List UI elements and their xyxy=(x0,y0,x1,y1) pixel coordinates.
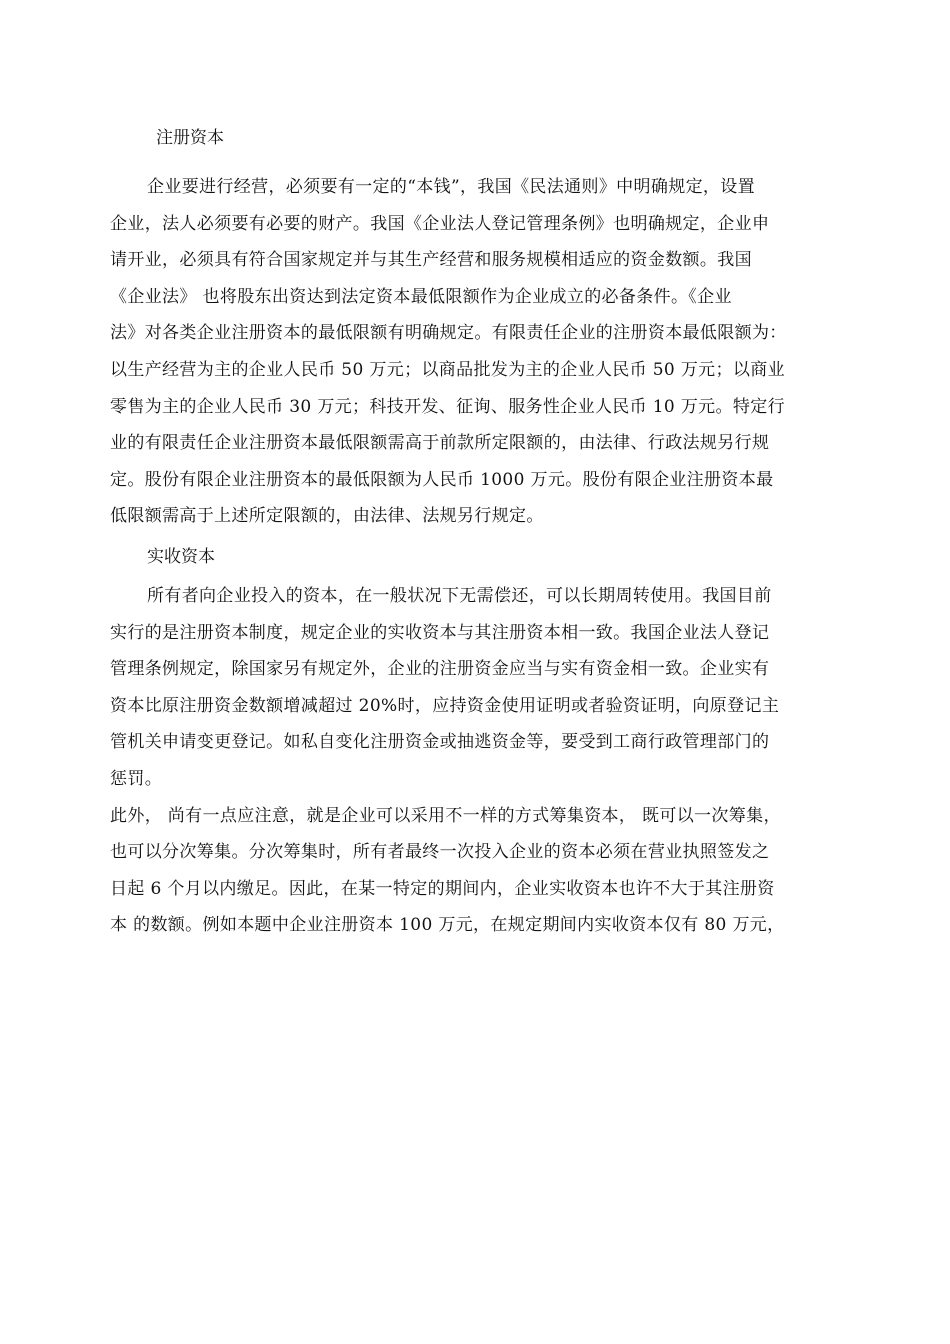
text-line: 此外， 尚有一点应注意，就是企业可以采用不一样的方式筹集资本， 既可以一次筹集， xyxy=(110,805,781,826)
text-line: 日起 6 个月以内缴足。因此，在某一特定的期间内，企业实收资本也许不大于其注册资 xyxy=(110,878,775,899)
heading-registered-capital: 注册资本 xyxy=(156,128,224,148)
text-line: 定。股份有限企业注册资本的最低限额为人民币 1000 万元。股份有限企业注册资本最 xyxy=(110,469,774,490)
text-line: 惩罚。 xyxy=(110,768,163,789)
text-line: 也可以分次筹集。分次筹集时，所有者最终一次投入企业的资本必须在营业执照签发之 xyxy=(110,842,770,863)
text-line: 管机关申请变更登记。如私自变化注册资金或抽逃资金等，要受到工商行政管理部门的 xyxy=(110,732,770,753)
text-line: 请开业，必须具有符合国家规定并与其生产经营和服务规模相适应的资金数额。我国 xyxy=(110,250,752,271)
text-line: 本 的数额。例如本题中企业注册资本 100 万元，在规定期间内实收资本仅有 80 万元， xyxy=(110,915,785,936)
text-line: 企业要进行经营，必须要有一定的“本钱”，我国《民法通则》中明确规定，设置 xyxy=(147,177,755,197)
text-line: 以生产经营为主的企业人民币 50 万元；以商品批发为主的企业人民币 50 万元；以商业 xyxy=(110,359,785,380)
text-line: 资本比原注册资金数额增减超过 20%时，应持资金使用证明或者验资证明，向原登记主 xyxy=(110,695,780,716)
text-line: 企业，法人必须要有必要的财产。我国《企业法人登记管理条例》也明确规定，企业申 xyxy=(110,213,770,234)
heading-paid-in-capital: 实收资本 xyxy=(147,546,215,567)
paragraph-paid-in-capital xyxy=(110,578,850,798)
text-line: 所有者向企业投入的资本，在一般状况下无需偿还，可以长期周转使用。我国目前 xyxy=(147,585,772,606)
text-line: 法》对各类企业注册资本的最低限额有明确规定。有限责任企业的注册资本最低限额为： xyxy=(110,323,787,344)
text-line: 业的有限责任企业注册资本最低限额需高于前款所定限额的，由法律、行政法规另行规 xyxy=(110,433,770,454)
paragraph-registered-capital xyxy=(110,169,850,535)
text-line: 低限额需高于上述所定限额的，由法律、法规另行规定。 xyxy=(110,506,544,527)
text-line: 管理条例规定，除国家另有规定外，企业的注册资金应当与实有资金相一致。企业实有 xyxy=(110,659,770,680)
text-line: 《企业法》 也将股东出资达到法定资本最低限额作为企业成立的必备条件。《企业 xyxy=(110,286,732,307)
text-line: 实行的是注册资本制度，规定企业的实收资本与其注册资本相一致。我国企业法人登记 xyxy=(110,622,770,643)
document-page xyxy=(110,122,850,944)
text-line: 零售为主的企业人民币 30 万元；科技开发、征询、服务性企业人民币 10 万元。特定行 xyxy=(110,396,785,417)
paragraph-additional-note xyxy=(110,798,850,944)
